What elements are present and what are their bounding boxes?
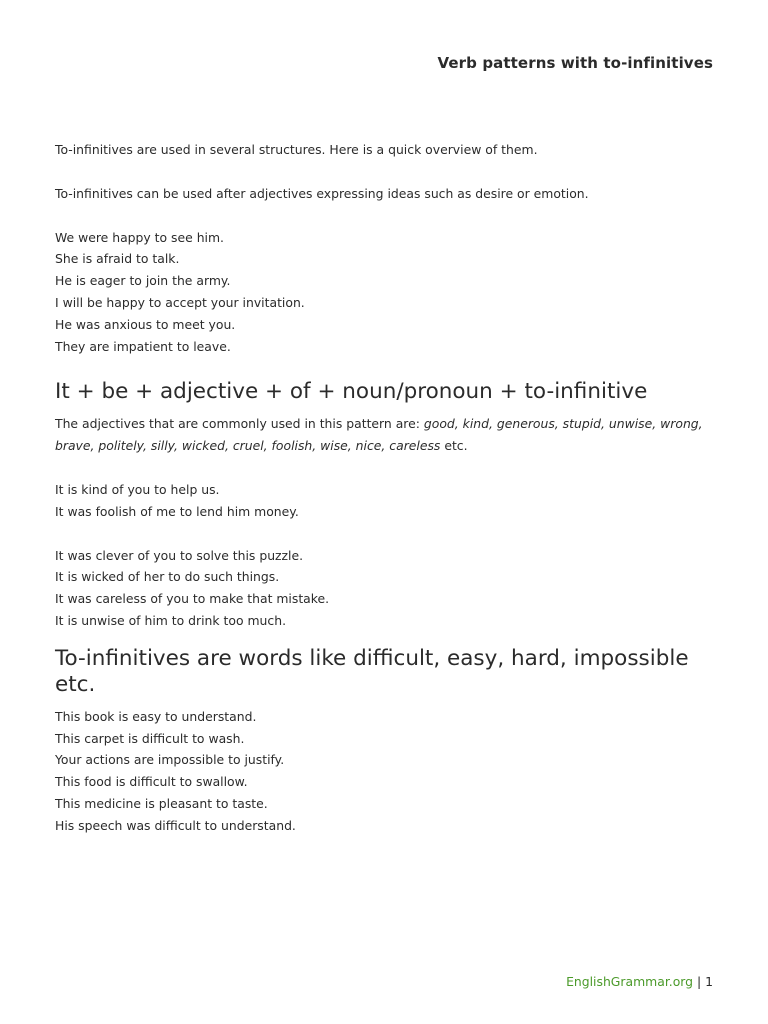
example-sentence: Your actions are impossible to justify.: [55, 752, 285, 768]
intro-line-2: To-infinitives can be used after adjectives expressing ideas such as desire or emotion.: [55, 185, 589, 201]
example-sentence: His speech was difficult to understand.: [55, 817, 296, 833]
examples-list-3: [55, 706, 715, 837]
example-sentence: It was careless of you to make that mistake.: [55, 591, 330, 607]
section-heading-1: It + be + adjective + of + noun/pronoun + to-infinitive: [55, 379, 648, 405]
footer-separator: |: [693, 974, 706, 989]
adjective-list: good, kind, generous, stupid, unwise, wrong, brave, politely, silly, wicked, cruel, foolish, wise, nice, careless: [55, 416, 703, 454]
example-sentence: It was foolish of me to lend him money.: [55, 503, 299, 519]
example-sentence: This food is difficult to swallow.: [55, 774, 248, 790]
page-number: 1: [705, 974, 713, 989]
description-suffix: etc.: [440, 438, 468, 454]
example-sentence: He was anxious to meet you.: [55, 316, 236, 332]
intro-line-1: To-infinitives are used in several structures. Here is a quick overview of them.: [55, 142, 538, 157]
section-heading-2: To-infinitives are words like difficult, easy, hard, impossible etc.: [55, 645, 689, 697]
examples-list-2a: [55, 479, 715, 523]
example-sentence: This carpet is difficult to wash.: [55, 730, 245, 746]
example-sentence: This medicine is pleasant to taste.: [55, 795, 268, 811]
example-sentence: It was clever of you to solve this puzzle.: [55, 547, 304, 563]
section-1-description: [55, 413, 715, 457]
example-sentence: I will be happy to accept your invitation.: [55, 294, 305, 310]
example-sentence: We were happy to see him.: [55, 229, 224, 245]
document-body: [55, 139, 715, 837]
example-sentence: They are impatient to leave.: [55, 338, 231, 354]
example-sentence: It is unwise of him to drink too much.: [55, 612, 287, 628]
examples-list-2b: [55, 545, 715, 632]
example-sentence: It is wicked of her to do such things.: [55, 569, 280, 585]
description-prefix: The adjectives that are commonly used in this pattern are:: [55, 416, 424, 432]
page-title: Verb patterns with to-infinitives: [437, 54, 713, 72]
examples-list-1: [55, 227, 715, 358]
example-sentence: This book is easy to understand.: [55, 708, 257, 724]
example-sentence: It is kind of you to help us.: [55, 481, 220, 497]
example-sentence: He is eager to join the army.: [55, 273, 231, 289]
page-footer: [566, 972, 713, 992]
example-sentence: She is afraid to talk.: [55, 251, 180, 267]
footer-brand-link[interactable]: EnglishGrammar.org: [566, 974, 694, 989]
